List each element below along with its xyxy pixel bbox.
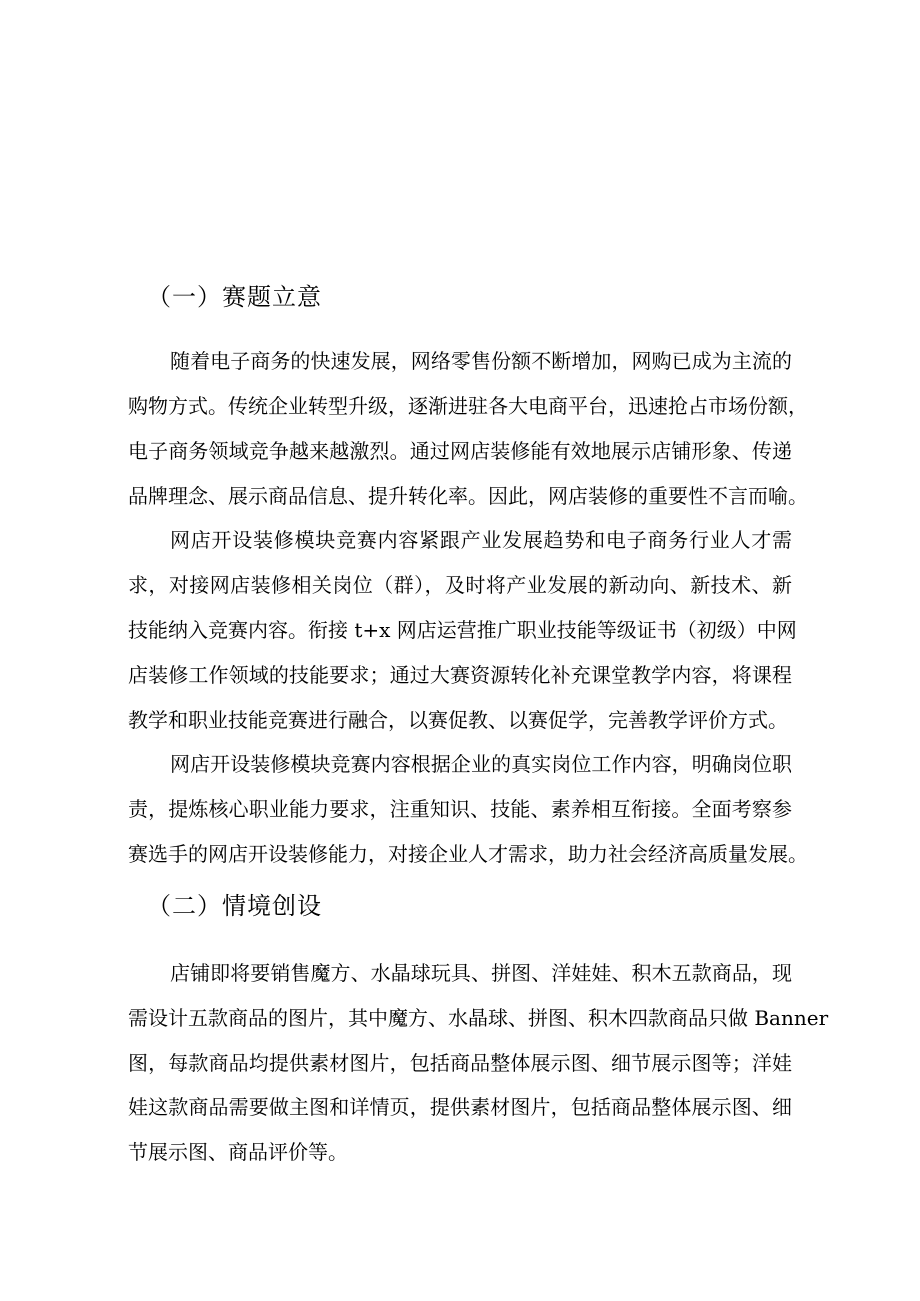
paragraph-line: 网店开设装修模块竞赛内容根据企业的真实岗位工作内容，明确岗位职	[170, 752, 792, 776]
paragraph-line: 娃这款商品需要做主图和详情页，提供素材图片，包括商品整体展示图、细	[128, 1095, 792, 1119]
paragraph-line: 随着电子商务的快速发展，网络零售份额不断增加，网购已成为主流的	[170, 349, 792, 373]
paragraph-line: 需设计五款商品的图片，其中魔方、水晶球、拼图、积木四款商品只做 Banner	[128, 1006, 829, 1030]
paragraph-line: 网店开设装修模块竞赛内容紧跟产业发展趋势和电子商务行业人才需	[170, 528, 792, 552]
section-heading-scenario: （二）情境创设	[147, 892, 322, 920]
paragraph-line: 图，每款商品均提供素材图片，包括商品整体展示图、细节展示图等；洋娃	[128, 1051, 792, 1075]
paragraph-line: 购物方式。传统企业转型升级，逐渐进驻各大电商平台，迅速抢占市场份额，	[128, 394, 808, 418]
section-heading-purpose: （一）赛题立意	[147, 283, 322, 311]
paragraph-line: 节展示图、商品评价等。	[128, 1140, 348, 1164]
paragraph-line: 品牌理念、展示商品信息、提升转化率。因此，网店装修的重要性不言而喻。	[128, 484, 808, 508]
paragraph-line: 技能纳入竞赛内容。衔接 t+x 网店运营推广职业技能等级证书（初级）中网	[128, 618, 797, 642]
paragraph-line: 店铺即将要销售魔方、水晶球玩具、拼图、洋娃娃、积木五款商品，现	[170, 961, 792, 985]
paragraph-line: 赛选手的网店开设装修能力，对接企业人才需求，助力社会经济高质量发展。	[128, 842, 808, 866]
paragraph-line: 责，提炼核心职业能力要求，注重知识、技能、素养相互衔接。全面考察参	[128, 797, 792, 821]
paragraph-line: 电子商务领域竞争越来越激烈。通过网店装修能有效地展示店铺形象、传递	[128, 439, 792, 463]
paragraph-line: 店装修工作领域的技能要求；通过大赛资源转化补充课堂教学内容，将课程	[128, 663, 792, 687]
paragraph-line: 求，对接网店装修相关岗位（群），及时将产业发展的新动向、新技术、新	[128, 573, 792, 597]
paragraph-line: 教学和职业技能竞赛进行融合，以赛促教、以赛促学，完善教学评价方式。	[128, 708, 788, 732]
